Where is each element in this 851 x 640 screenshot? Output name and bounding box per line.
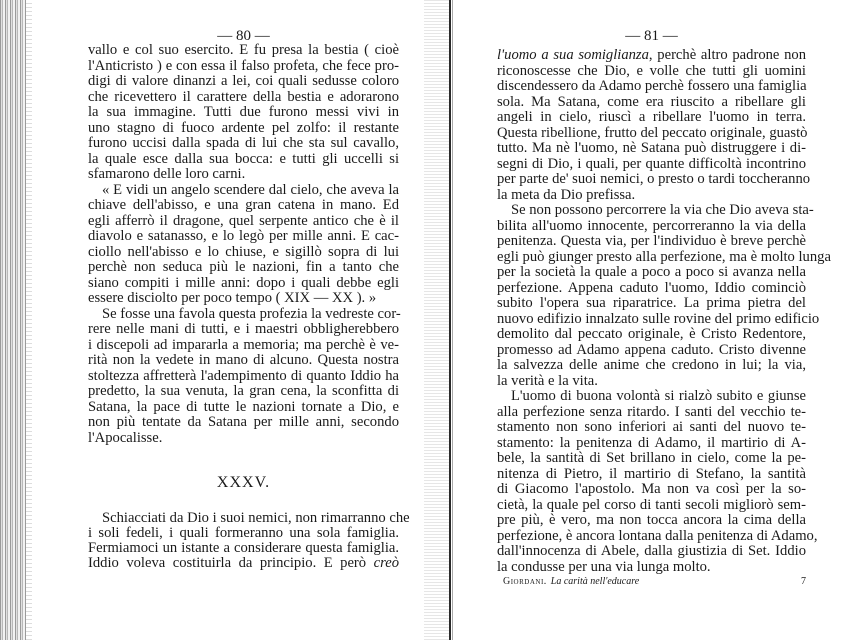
text-line: Se non possono percorrere la via che Dio aveva sta-: [511, 202, 814, 218]
italic-word: creò: [373, 555, 399, 571]
text-line: discendessero da Adamo perchè fossero una famiglia: [497, 78, 807, 94]
right-page: [497, 0, 831, 640]
text-line: furono uccisi dalla spada di lui che sta sul cavallo,: [88, 135, 399, 151]
text-line: nuovo edifizio innalzato sulle rovine del primo edificio: [497, 310, 820, 327]
text-line: perfezione. Appena caduto l'uomo, Iddio cominciò: [497, 279, 806, 296]
italic-phrase: l'uomo a sua somiglianza: [497, 47, 649, 63]
text-line: Questa ribellione, frutto del peccato originale, guastò: [497, 124, 808, 141]
text-line: egli afferrò il dragone, quel serpente antico che è il: [88, 212, 399, 229]
text-line: Se fosse una favola questa profezia la vedreste cor-: [102, 305, 401, 322]
text-line: la sua immagine. Tutti due furono messi vivi in: [88, 104, 399, 120]
text-line: rità non la vedete in mano di alcuno. Questa nostra: [88, 352, 399, 368]
text-line: per parte de' suoi nemici, o presto o tardi toccheranno: [497, 171, 811, 187]
text-line: chiave dell'abisso, e una gran catena in mano. Ed: [88, 197, 399, 213]
text-line: penitenza. Questa via, per l'individuo è breve perchè: [497, 233, 806, 249]
text-line: la verità e la vita.: [497, 372, 598, 389]
text-line: per la società la quale a poco a poco si avanza nella: [497, 264, 806, 280]
text-line: riconoscesse che Dio, e volle che tutti gli uomini: [497, 62, 806, 79]
text-line: [88, 555, 399, 571]
text-line: l'Apocalisse.: [88, 429, 163, 446]
text-line: cietà, la quale pel corso di tanti secoli migliorò sem-: [497, 496, 806, 513]
text-line: la condusse per una via lunga molto.: [497, 558, 711, 575]
text-line: la meta da Dio prefissa.: [497, 186, 636, 203]
text-line: diavolo e satanasso, e lo legò per mille anni. E cac-: [88, 228, 399, 244]
signature-author: Giordani.: [503, 576, 547, 587]
text-line: segni di Dio, i quali, per quante difficoltà incontrino: [497, 155, 806, 172]
text-line: angeli in cielo, riuscì a ribellare l'uomo in terra.: [497, 109, 806, 125]
text-line: i discepoli ad impararla a memoria; ma perchè è ve-: [88, 336, 399, 353]
text-line: bele, la santità di Set brillano in cielo, come la pe-: [497, 450, 806, 466]
text-line: Schiacciati da Dio i suoi nemici, non rimarranno che: [102, 510, 410, 526]
text-line: nitenza di Pietro, il martirio di Stefano, la santità: [497, 465, 806, 482]
text-line: Fermiamoci un istante a considerare questa famiglia.: [88, 540, 399, 556]
text-line: la salvezza delle anime che credono in lui; la via,: [497, 357, 806, 373]
text-line: rere nelle mani di tutti, e i maestri obbligherebbero: [88, 321, 399, 337]
text-line: vallo e col suo esercito. E fu presa la bestia ( cioè: [88, 42, 399, 58]
text-line: dall'innocenza di Abele, dalla giustizia di Set. Iddio: [497, 543, 806, 559]
text-line: [497, 47, 806, 63]
text-line: « E vidi un angelo scendere dal cielo, che aveva la: [102, 181, 399, 198]
text-line: stoltezza affretterà l'adempimento di quanto Iddio ha: [88, 367, 399, 384]
text-line: ciollo nell'abisso e lo chiuse, e sigillò sopra di lui: [88, 243, 399, 260]
gutter-line: [449, 0, 451, 640]
text-line: sfamarono delle loro carni.: [88, 166, 246, 182]
text-line: digi di valore dinanzi a lei, coi quali sedusse coloro: [88, 73, 399, 89]
left-page: [88, 0, 410, 640]
text-line: demolito dal peccato originale, è Cristo Redentore,: [497, 326, 806, 342]
text-line: predetto, la sua venuta, la gran cena, la sconfitta di: [88, 383, 399, 399]
text-line: uno stagno di fuoco ardente pel zolfo: il restante: [88, 119, 399, 136]
text-line: perchè non seduca più le nazioni, fin a tanto che: [88, 259, 399, 275]
scan-edge-shadow: [0, 0, 26, 640]
text-line: tutto. Ma nè l'uomo, nè Satana può distruggere i di-: [497, 140, 806, 156]
text-line: essere disciolto per poco tempo ( XIX — XX ). »: [88, 290, 377, 306]
text-line: egli può giunger presto alla perfezione, ma è molto lunga: [497, 248, 831, 265]
section-heading: XXXV.: [216, 474, 271, 491]
text-line: non più tentate da Satana per mille anni, secondo: [88, 414, 399, 430]
text-line: la quale esce dalla sua bocca: e tutti gli uccelli si: [88, 150, 399, 167]
page-number: — 80 —: [217, 28, 270, 44]
signature-title: La carità nell'educare: [550, 576, 640, 587]
printer-signature: [503, 576, 639, 587]
text-line: stamento non sono inferiori ai santi del nuovo te-: [497, 419, 806, 435]
text-line: bilita all'uomo innocente, percorreranno la via della: [497, 217, 806, 234]
text-span: , perchè altro padrone non: [648, 47, 807, 63]
text-line: l'Anticristo ) e con essa il falso profeta, che fece pro-: [88, 57, 399, 74]
text-line: stamento: la penitenza di Adamo, il martirio di A-: [497, 434, 806, 451]
text-line: i soli fedeli, i quali formeranno una sola famiglia.: [88, 525, 399, 541]
text-line: promesso ad Adamo appena caduto. Cristo divenne: [497, 341, 806, 358]
book-gutter: [424, 0, 450, 640]
text-span: Iddio voleva costituirla da principio. E però: [88, 555, 367, 571]
text-line: perfezione, è ancora lontana dalla penitenza di Adamo,: [497, 527, 818, 544]
text-line: L'uomo di buona volontà si rialzò subito e giunse: [511, 388, 806, 404]
text-line: sola. Ma Satana, come era riuscito a ribellare gli: [497, 93, 806, 110]
text-line: che ricevettero il carattere della bestia e adorarono: [88, 88, 399, 105]
text-line: di Giacomo l'apostolo. Ma non va così per la so-: [497, 481, 806, 497]
text-line: Satana, la pace di tutte le nazioni tornate a Dio, e: [88, 398, 399, 415]
page-number: — 81 —: [625, 28, 678, 44]
text-line: subito l'opera sua riparatrice. La prima pietra del: [497, 295, 806, 311]
text-line: pre più, è vero, ma non tocca ancora la cima della: [497, 512, 806, 528]
signature-sheet-number: 7: [801, 576, 806, 587]
text-line: alla perfezione senza ritardo. I santi del vecchio te-: [497, 403, 806, 420]
gutter-line-shadow: [452, 0, 453, 640]
text-line: siano compiti i mille anni: dopo i quali debbe egli: [88, 274, 399, 291]
